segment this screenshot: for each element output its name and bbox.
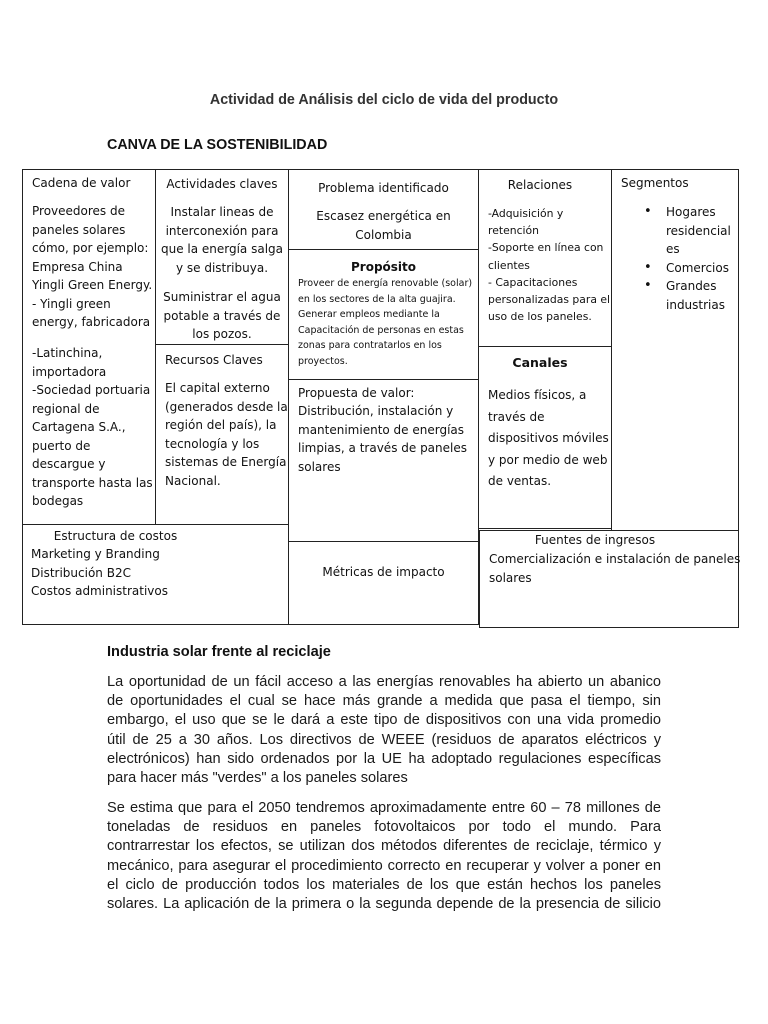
text-line: Generar empleos mediante la <box>298 309 440 320</box>
segment-item <box>642 277 731 314</box>
document-title: Actividad de Análisis del ciclo de vida del producto <box>209 92 559 108</box>
actividades-text-1 <box>156 203 288 277</box>
cadena-text-2 <box>32 344 153 511</box>
text-line: descargue y <box>32 457 106 471</box>
text-line: uso de los paneles. <box>488 310 592 324</box>
recursos-title: Recursos Claves <box>165 353 263 367</box>
paragraph-line: Se estima que para el 2050 tendremos aproximadamente entre 60 – 78 millones de <box>107 800 661 816</box>
costos-text <box>31 545 168 601</box>
canvas-heading: CANVA DE LA SOSTENIBILIDAD <box>107 137 328 153</box>
cell-fuentes-de-ingresos <box>479 530 739 628</box>
text-line: Nacional. <box>165 473 221 488</box>
paragraph-line: toneladas de residuos en paneles fotovoltaicos por todo el mundo. Para <box>107 819 661 836</box>
text-line: tecnología y los <box>165 436 260 451</box>
cell-metricas-de-impacto <box>288 541 479 625</box>
text-line: zonas para contratarlos en los <box>298 340 442 351</box>
cell-segmentos <box>611 169 739 531</box>
problema-title: Problema identificado <box>318 181 449 195</box>
segment-item <box>642 259 731 278</box>
text-line: Proveedores de <box>32 204 125 218</box>
cell-recursos-claves <box>155 344 289 525</box>
cell-cadena-de-valor <box>22 169 156 525</box>
text-line: limpias, a través de paneles <box>298 441 467 455</box>
text-line: solares <box>298 459 341 474</box>
text-line: Capacitación de personas en estas <box>298 324 464 336</box>
text-line: cómo, por ejemplo: <box>32 241 149 255</box>
text-line: Distribución B2C <box>31 565 131 580</box>
paragraph-line: embargo, el uso que se le dará a este tipo de dispositivos con una vida promedio <box>107 712 661 729</box>
paragraph-line: de oportunidades el cual se hace más grande a medida que pasa el tiempo, sin <box>107 693 661 710</box>
text-line: personalizadas para el <box>488 293 611 307</box>
cell-relaciones <box>478 169 612 347</box>
cadena-title: Cadena de valor <box>32 176 131 190</box>
text-line: Medios físicos, a <box>488 388 587 402</box>
canales-title: Canales <box>512 355 568 370</box>
relaciones-title: Relaciones <box>507 178 573 192</box>
section-heading: Industria solar frente al reciclaje <box>107 644 331 660</box>
text-line: -Soporte en línea con <box>488 241 604 255</box>
cell-canales <box>478 346 612 529</box>
text-line: transporte hasta las <box>32 475 153 490</box>
paragraph-1 <box>107 673 661 788</box>
ingresos-text <box>489 550 740 587</box>
paragraph-2 <box>107 799 661 914</box>
segment-item-line: industrias <box>666 297 725 312</box>
cell-problema-identificado <box>288 169 479 250</box>
recursos-text <box>165 379 288 490</box>
text-line: sistemas de Energía <box>165 455 287 469</box>
paragraph-line: La oportunidad de un fácil acceso a las energías renovables ha abierto un abanico <box>107 674 661 690</box>
text-line: proyectos. <box>298 355 348 367</box>
text-line: Escasez energética en <box>316 209 451 223</box>
text-line: -Adquisición y <box>488 207 564 220</box>
text-line: puerto de <box>32 438 91 453</box>
text-line: que la energía salga <box>160 242 284 256</box>
text-line: Comercialización e instalación de paneles <box>489 552 741 566</box>
paragraph-line: contrarrestar los efectos, se utilizan dos métodos diferentes de reciclaje, térmico y <box>107 838 661 855</box>
text-line: retención <box>488 224 539 238</box>
text-line: Yingli Green Energy. <box>32 278 153 292</box>
segment-item-line: residencial <box>666 223 731 238</box>
text-line: potable a través de <box>163 308 281 323</box>
actividades-title: Actividades claves <box>166 177 278 191</box>
propuesta-title: Propuesta de valor: <box>298 386 415 400</box>
text-line: bodegas <box>32 494 84 508</box>
propuesta-text <box>298 402 467 476</box>
text-line: regional de <box>32 401 100 416</box>
canales-text <box>488 385 609 493</box>
ingresos-title: Fuentes de ingresos <box>534 533 656 547</box>
text-line: -Sociedad portuaria <box>32 383 151 397</box>
text-line: Colombia <box>355 227 412 242</box>
text-line: - Yingli green <box>32 296 111 311</box>
text-line: El capital externo <box>165 381 270 395</box>
segment-item-line: • Hogares <box>666 205 716 219</box>
segment-item-line: es <box>666 242 680 256</box>
text-line: dispositivos móviles <box>488 431 609 445</box>
costos-title: Estructura de costos <box>53 529 178 543</box>
text-line: - Capacitaciones <box>488 275 578 289</box>
proposito-text <box>298 276 472 369</box>
text-line: energy, fabricadora <box>32 315 151 329</box>
segmentos-list <box>642 203 731 314</box>
actividades-text-2 <box>156 288 288 344</box>
problema-text <box>289 207 478 244</box>
text-line: y por medio de web <box>488 452 608 467</box>
text-line: Marketing y Branding <box>31 547 160 561</box>
text-line: los pozos. <box>192 327 252 341</box>
text-line: importadora <box>32 364 107 379</box>
text-line: región del país), la <box>165 418 277 432</box>
text-line: Suministrar el agua <box>163 290 281 304</box>
paragraph-line: útil de 25 a 30 años. Los directivos de WEEE (residuos de aparatos eléctricos y <box>107 731 661 748</box>
segment-item-line: • Comercios <box>666 260 729 275</box>
paragraph-line: para hacer más "verdes" a los paneles solares <box>107 770 408 787</box>
text-line: Distribución, instalación y <box>298 404 454 418</box>
text-line: mantenimiento de energías <box>298 422 465 437</box>
text-line: Cartagena S.A., <box>32 420 126 434</box>
cell-propuesta-de-valor <box>288 379 479 542</box>
text-line: en los sectores de la alta guajira. <box>298 293 456 305</box>
text-line: (generados desde la <box>165 399 288 414</box>
text-line: Proveer de energía renovable (solar) <box>298 278 473 289</box>
relaciones-text <box>488 205 610 325</box>
segment-item <box>642 203 731 259</box>
cell-estructura-de-costos <box>22 524 289 625</box>
text-line: -Latinchina, <box>32 346 103 360</box>
text-line: Instalar lineas de <box>170 205 274 219</box>
paragraph-line: electrónicos) han sido ordenados por la UE ha adoptado regulaciones específicas <box>107 750 661 767</box>
text-line: de ventas. <box>488 474 552 488</box>
cell-actividades-claves <box>155 169 289 345</box>
text-line: través de <box>488 409 545 424</box>
paragraph-line: solares. La aplicación de la primera o la segunda depende de la presencia de silicio <box>107 896 661 913</box>
paragraph-line: el ciclo de producción todos los materiales de los que están hechos los paneles <box>107 876 661 893</box>
text-line: solares <box>489 570 532 585</box>
text-line: Costos administrativos <box>31 584 168 598</box>
text-line: clientes <box>488 258 530 272</box>
proposito-title: Propósito <box>350 260 417 274</box>
text-line: y se distribuya. <box>175 260 269 275</box>
text-line: paneles solares <box>32 222 126 237</box>
cadena-text-1 <box>32 202 152 332</box>
text-line: interconexión para <box>165 223 279 238</box>
cell-proposito <box>288 249 479 380</box>
paragraph-line: mecánico, para asegurar el procedimiento correcto en recuperar y volver a poner en <box>107 857 661 874</box>
segment-item-line: • Grandes <box>666 279 717 293</box>
segmentos-title: Segmentos <box>621 176 689 190</box>
text-line: Empresa China <box>32 259 123 274</box>
metricas-title: Métricas de impacto <box>322 565 445 579</box>
